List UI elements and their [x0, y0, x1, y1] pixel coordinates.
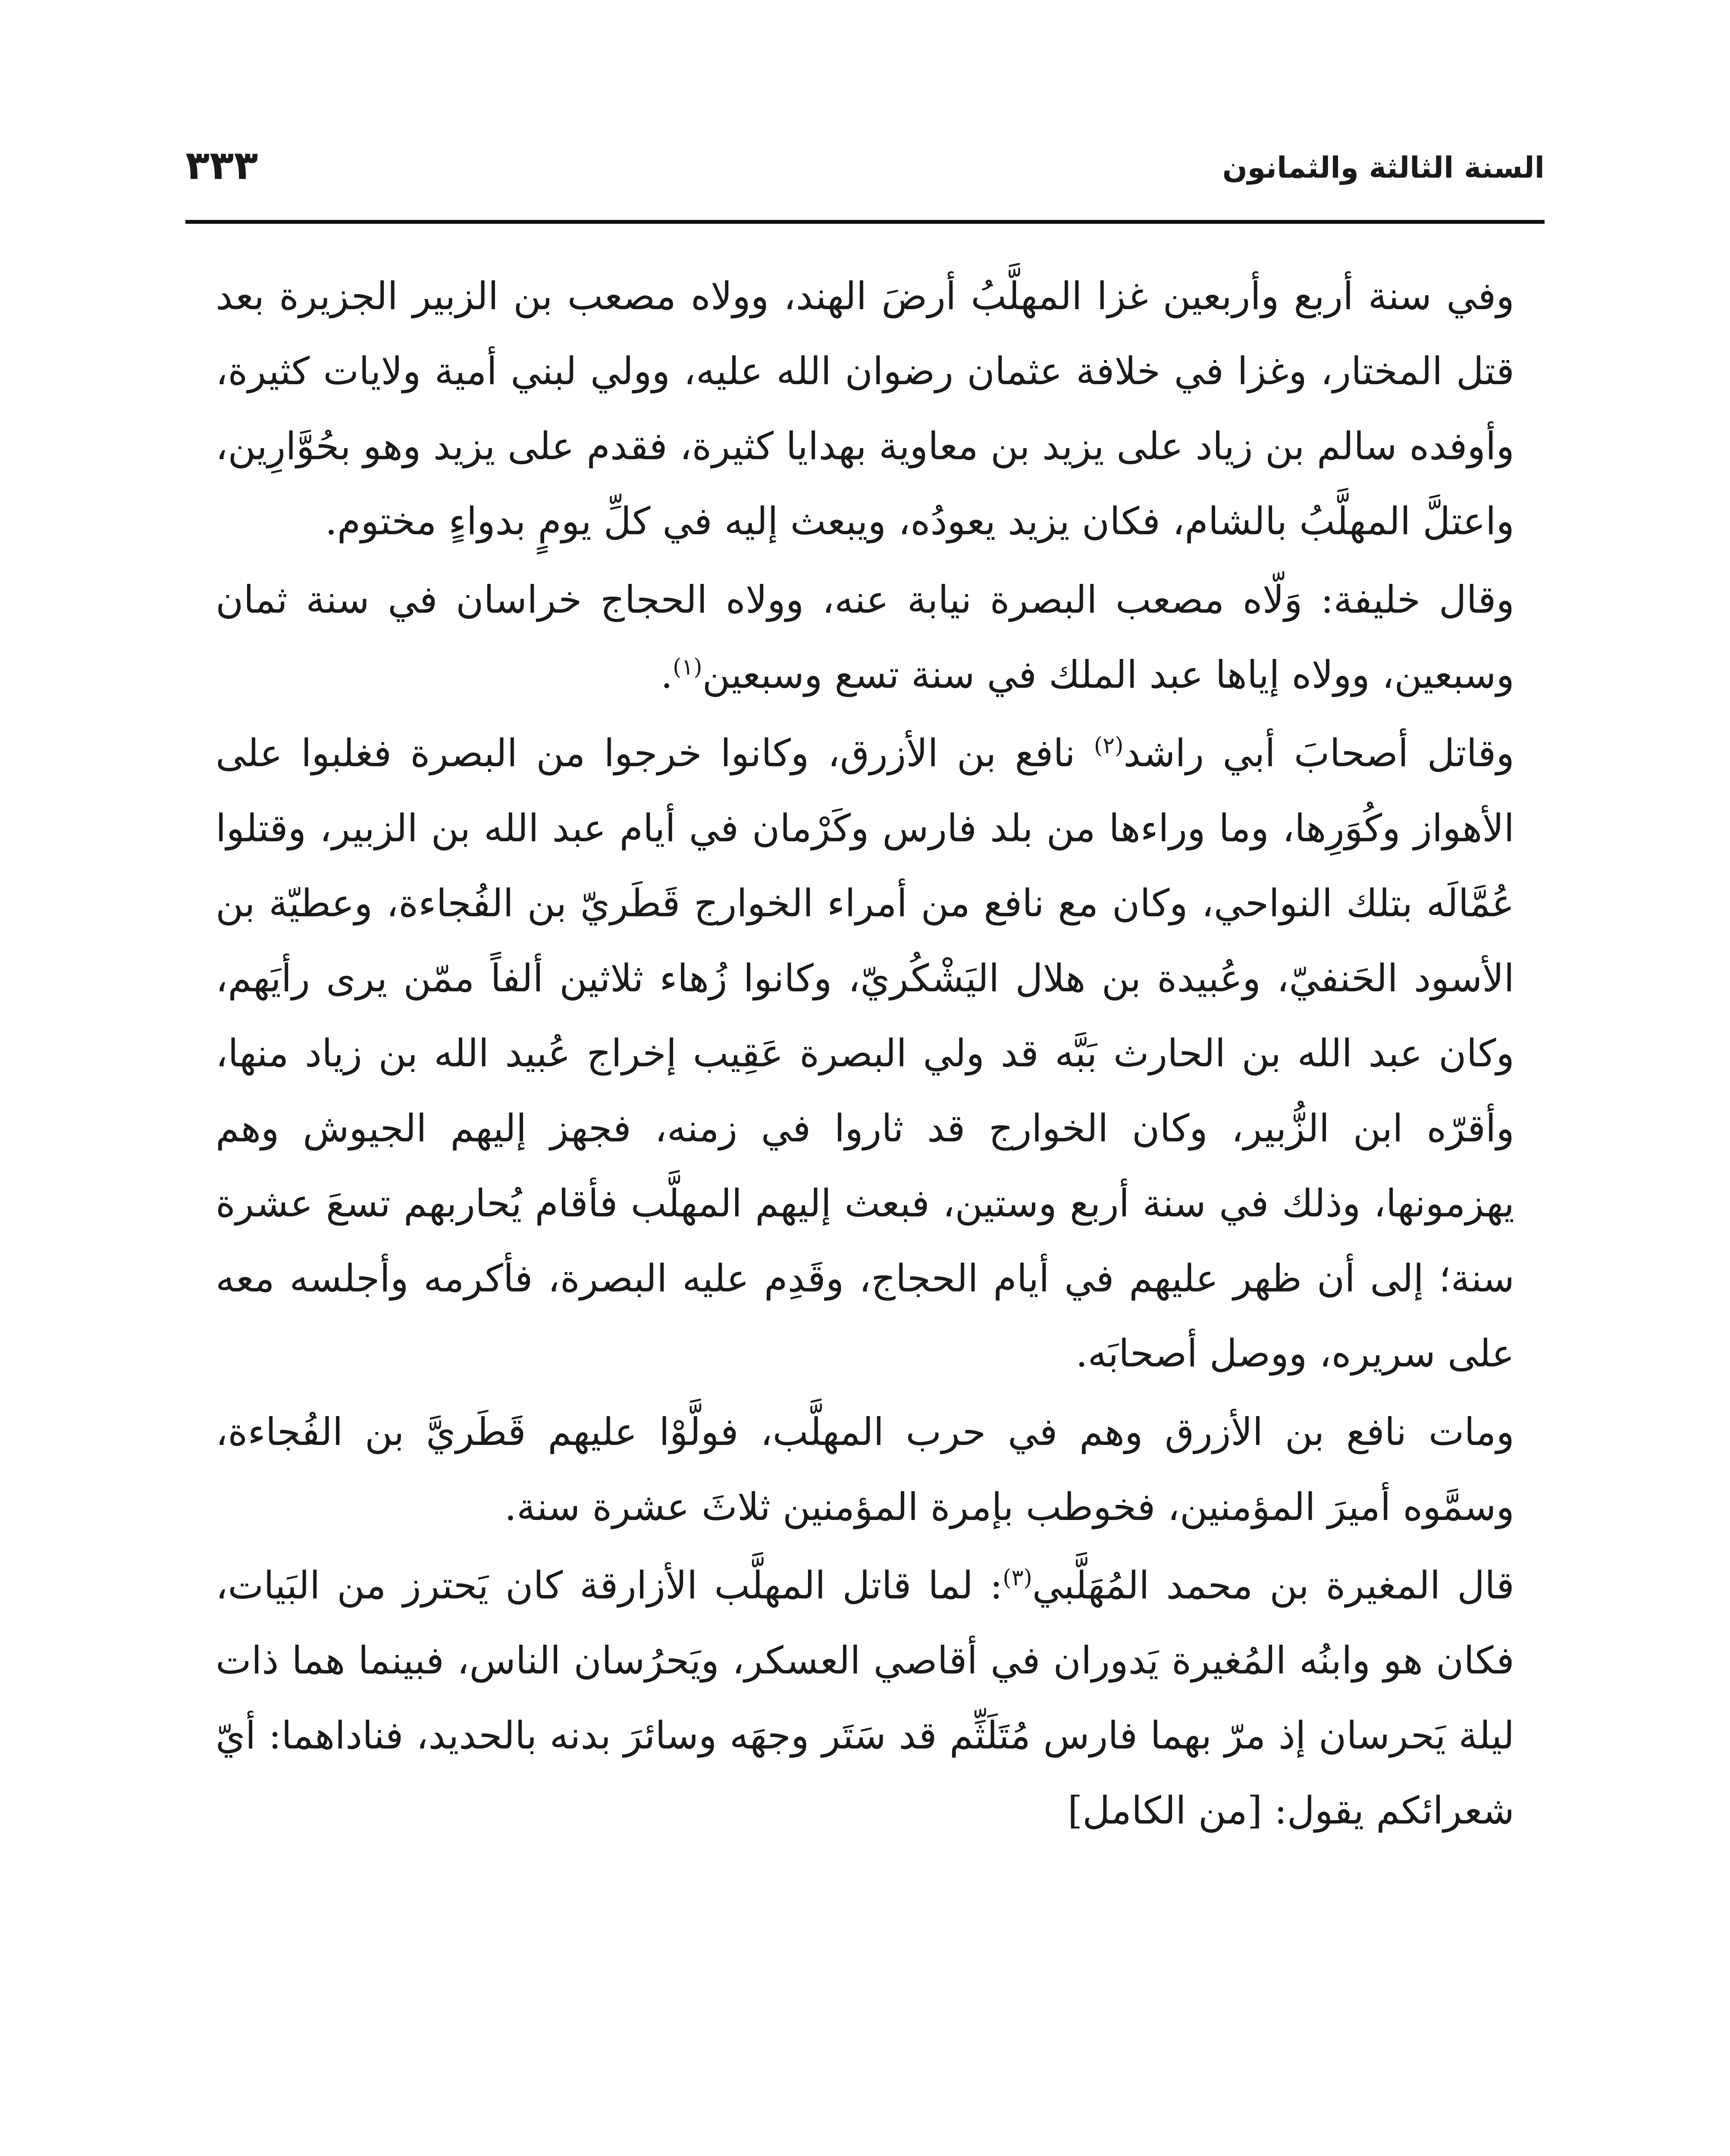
- paragraph-text: ومات نافع بن الأزرق وهم في حرب المهلَّب، فولَّوْا عليهم قَطَريَّ بن الفُجاءة، وسمَّوه أميرَ المؤمنين، فخوطب بإمرة المؤمنين ثلاثَ عشرة سنة.: [216, 1410, 1514, 1529]
- paragraph-4: [216, 1395, 1514, 1545]
- paragraph-1: [216, 259, 1514, 559]
- paragraph-2: [216, 562, 1514, 712]
- paragraph-3: [216, 716, 1514, 1391]
- paragraph-text: : لما قاتل المهلَّب الأزارقة كان يَحترز من البَيات، فكان هو وابنُه المُغيرة يَدوران في أقاصي العسكر، ويَحرُسان الناس، فبينما هما ذات ليلة يَحرسان إذ مرّ بهما فارس مُتَلَثِّم قد سَتَر وجهَه وسائرَ بدنه بالحديد، فناداهما: أيّ شعرائكم يقول: [من الكامل]: [216, 1563, 1514, 1833]
- page-number: ٣٣٣: [185, 142, 258, 188]
- body-text: [216, 259, 1514, 1852]
- paragraph-text: نافع بن الأزرق، وكانوا خرجوا من البصرة فغلبوا على الأهواز وكُوَرِها، وما وراءها من بلد فارس وكَرْمان في أيام عبد الله بن الزبير، وقتلوا عُمَّالَه بتلك النواحي، وكان مع نافع من أمراء الخوارج قَطَريّ بن الفُجاءة، وعطيّة بن الأسود الحَنفيّ، وعُبيدة بن هلال اليَشْكُريّ، وكانوا زُهاء ثلاثين ألفاً ممّن يرى رأيَهم، وكان عبد الله بن الحارث بَبَّه قد ولي البصرة عَقِيب إخراج عُبيد الله بن زياد منها، وأقرّه ابن الزُّبير، وكان الخوارج قد ثاروا في زمنه، فجهز إليهم الجيوش وهم يهزمونها، وذلك في سنة أربع وستين، فبعث إليهم المهلَّب فأقام يُحاربهم تسعَ عشرة سنة؛ إلى أن ظهر عليهم في أيام الحجاج، وقَدِم عليه البصرة، فأكرمه وأجلسه معه على سريره، ووصل أصحابَه.: [216, 731, 1514, 1376]
- running-title: السنة الثالثة والثمانون: [1222, 151, 1545, 185]
- paragraph-text: قال المغيرة بن محمد المُهَلَّبي: [1032, 1563, 1514, 1608]
- paragraph-text: وقاتل أصحابَ أبي راشد: [1123, 731, 1514, 775]
- footnote-ref-3: (٣): [1003, 1565, 1032, 1591]
- paragraph-text: وفي سنة أربع وأربعين غزا المهلَّبُ أرضَ الهند، وولاه مصعب بن الزبير الجزيرة بعد قتل المختار، وغزا في خلافة عثمان رضوان الله عليه، وولي لبني أمية ولايات كثيرة، وأوفده سالم بن زياد على يزيد بن معاوية بهدايا كثيرة، فقدم على يزيد وهو بحُوَّارِين، واعتلَّ المهلَّبُ بالشام، فكان يزيد يعودُه، ويبعث إليه في كلِّ يومٍ بدواءٍ مختوم.: [216, 274, 1515, 543]
- paragraph-text: وقال خليفة: وَلّاه مصعب البصرة نيابة عنه، وولاه الحجاج خراسان في سنة ثمان وسبعين، وولاه إياها عبد الملك في سنة تسع وسبعين: [216, 577, 1514, 697]
- paragraph-5: [216, 1548, 1514, 1848]
- page-header: [185, 142, 1545, 216]
- paragraph-text: .: [661, 652, 673, 697]
- footnote-ref-1: (١): [673, 654, 702, 680]
- footnote-ref-2: (٢): [1094, 733, 1124, 759]
- header-rule: [185, 220, 1545, 224]
